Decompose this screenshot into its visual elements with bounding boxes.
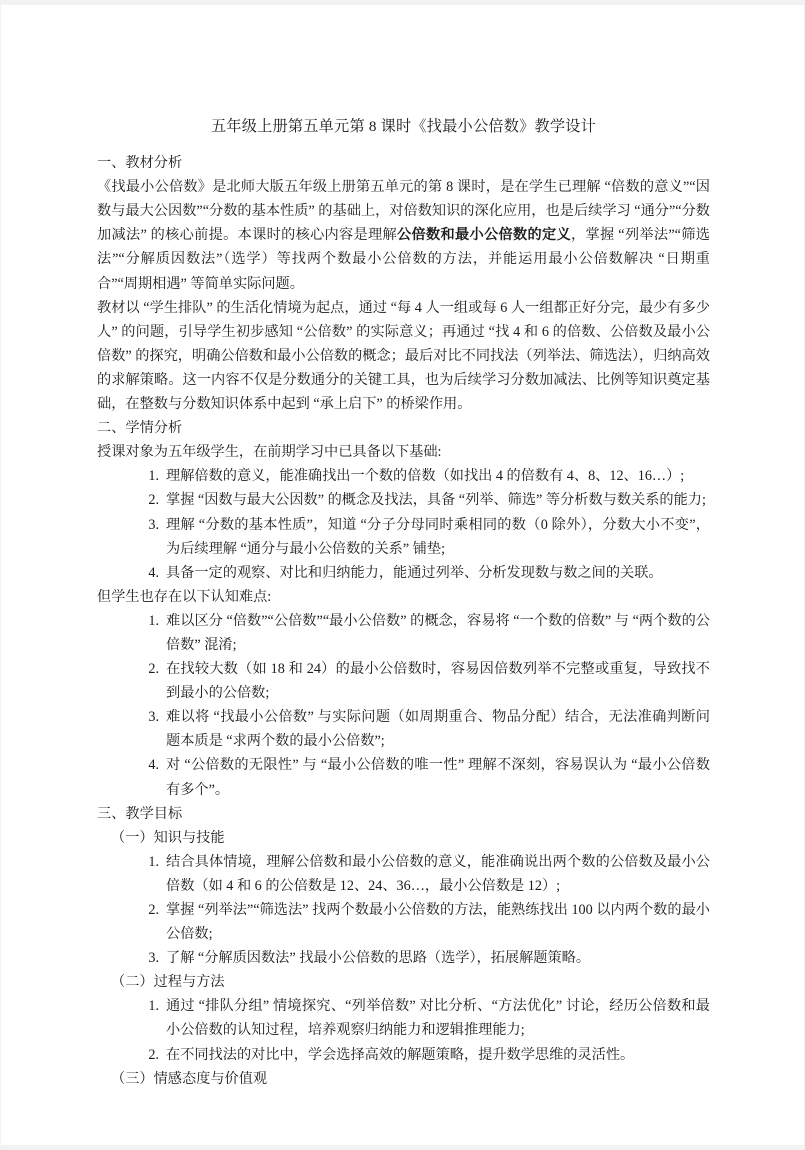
list-item: 理解倍数的意义，能准确找出一个数的倍数（如找出 4 的倍数有 4、8、12、16…）; bbox=[166, 468, 685, 485]
run-text: 教材以 “学生排队” 的生活化情境为起点，通过 “每 4 人一组或每 6 人一组都正好分完，最少有多少人” 的问题，引导学生初步感知 “公倍数” 的实际意义；再通过 “找 4 和 6 的倍数、公倍数及最小公倍数” 的探究，明确公倍数和最小公倍数的概念；最后对比不同找法（列举法、筛选法），归纳高效的求解策略。这一内容不仅是分数通分的关键工具，也为后续学习分数加减法、比例等知识奠定基础，在整数与分数知识体系中起到 “承上启下” 的桥梁作用。 bbox=[97, 299, 710, 413]
list-item: 掌握 “列举法”“筛选法” 找两个数最小公倍数的方法，能熟练找出 100 以内两个数的最小公倍数; bbox=[166, 902, 710, 943]
list-item: 对 “公倍数的无限性” 与 “最小公倍数的唯一性” 理解不深刻，容易误认为 “最小公倍数有多个”。 bbox=[166, 757, 710, 798]
lead-in-difficulties: 但学生也存在以下认知难点: bbox=[97, 588, 272, 605]
list-student-difficulties bbox=[97, 609, 710, 802]
section-heading-teaching-goals: 三、教学目标 bbox=[97, 805, 183, 822]
list-item: 理解 “分数的基本性质”，知道 “分子分母同时乘相同的数（0 除外），分数大小不变”，为后续理解 “通分与最小公倍数的关系” 铺垫; bbox=[166, 516, 710, 557]
paragraph-material-2 bbox=[97, 296, 710, 416]
list-item: 掌握 “因数与最大公因数” 的概念及找法，具备 “列举、筛选” 等分析数与数关系的能力; bbox=[166, 492, 706, 509]
subsection-heading-emotion-values: （三）情感态度与价值观 bbox=[111, 1070, 268, 1087]
document-page bbox=[1, 5, 804, 1145]
run-text-bold: 公倍数和最小公倍数的定义 bbox=[397, 227, 571, 244]
list-knowledge-skills bbox=[97, 850, 710, 970]
document-content bbox=[97, 115, 710, 1091]
subsection-heading-process-methods: （二）过程与方法 bbox=[111, 974, 225, 991]
list-item: 了解 “分解质因数法” 找最小公倍数的思路（选学），拓展解题策略。 bbox=[166, 950, 591, 967]
paragraph-material-1 bbox=[97, 175, 710, 295]
list-item: 难以区分 “倍数”“公倍数”“最小公倍数” 的概念，容易将 “一个数的倍数” 与 “两个数的公倍数” 混淆; bbox=[166, 612, 710, 653]
list-student-basis bbox=[97, 464, 710, 584]
list-item: 在找较大数（如 18 和 24）的最小公倍数时，容易因倍数列举不完整或重复，导致找不到最小的公倍数; bbox=[166, 661, 710, 702]
list-item: 结合具体情境，理解公倍数和最小公倍数的意义，能准确说出两个数的公倍数及最小公倍数（如 4 和 6 的公倍数是 12、24、36…，最小公倍数是 12）; bbox=[166, 853, 710, 894]
run-text: 《找最小公倍数》是北师大版五年级上册第五单元的第 8 课时，是在学生已理解 “倍数的意义”“因数与最大公因数”“分数的基本性质” 的基础上，对倍数知识的深化应用，也是后续学习 “通分”“分数加减法” 的核心前提。本课时的核心内容是理解 bbox=[97, 179, 710, 244]
list-item: 在不同找法的对比中，学会选择高效的解题策略，提升数学思维的灵活性。 bbox=[166, 1046, 635, 1063]
run-text: ，掌握 “列举法”“筛选法”“分解质因数法”（选学）等找两个数最小公倍数的方法，并能运用最小公倍数解决 “日期重合”“周期相遇” 等简单实际问题。 bbox=[97, 227, 710, 292]
list-item: 具备一定的观察、对比和归纳能力，能通过列举、分析发现数与数之间的关联。 bbox=[166, 564, 663, 581]
lead-in-basis: 授课对象为五年级学生，在前期学习中已具备以下基础: bbox=[97, 444, 442, 461]
list-item: 通过 “排队分组” 情境探究、“列举倍数” 对比分析、“方法优化” 讨论，经历公倍数和最小公倍数的认知过程，培养观察归纳能力和逻辑推理能力; bbox=[166, 998, 710, 1039]
section-heading-student-analysis: 二、学情分析 bbox=[97, 420, 183, 437]
list-item: 难以将 “找最小公倍数” 与实际问题（如周期重合、物品分配）结合，无法准确判断问题本质是 “求两个数的最小公倍数”; bbox=[166, 709, 710, 750]
list-process-methods bbox=[97, 994, 710, 1066]
section-heading-teaching-material: 一、教材分析 bbox=[97, 155, 183, 172]
subsection-heading-knowledge-skills: （一）知识与技能 bbox=[111, 829, 225, 846]
page-title: 五年级上册第五单元第 8 课时《找最小公倍数》教学设计 bbox=[210, 118, 597, 135]
